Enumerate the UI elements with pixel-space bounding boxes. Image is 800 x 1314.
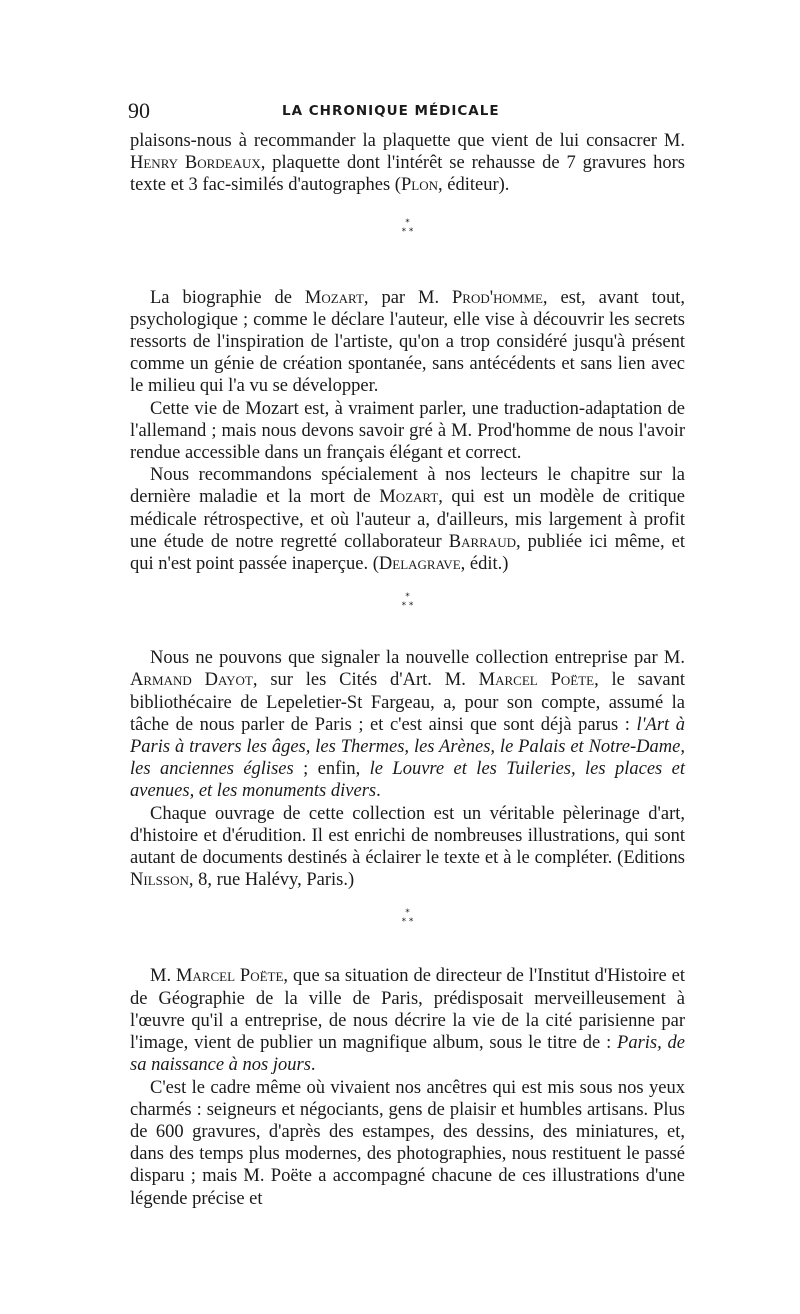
author-name: Henry Bordeaux bbox=[130, 153, 261, 174]
paragraph-poete-album: M. Marcel Poëte, que sa situation de directeur de l'Institut d'Histoire et de Géographie de la ville de Paris, prédisposait merveilleusement à l'œuvre qu'il a entreprise, de nous décrire la vie de la cité parisienne par l'image, vient de publier un magnifique album, sous le titre de : Paris, de sa naissance à nos jours. bbox=[130, 966, 685, 1076]
book-titles: l'Art à Paris à travers les âges, les Thermes, les Arènes, le Palais et Notre-Dame, les anciennes églises bbox=[130, 714, 685, 780]
paragraph-cites-art: Nous ne pouvons que signaler la nouvelle collection entreprise par M. Armand Dayot, sur les Cités d'Art. M. Marcel Poëte, le savant bibliothécaire de Lepeletier-St Fargeau, a, pour son compte, assumé la tâche de nous parler de Paris ; et c'est ainsi que sont déjà parus : l'Art à Paris à travers les âges, les Thermes, les Arènes, le Palais et Notre-Dame, les anciennes églises ; enfin, le Louvre et les Tuileries, les places et avenues, et les monuments divers. bbox=[130, 648, 686, 802]
asterism-separator: * * * bbox=[401, 217, 414, 237]
book-titles: le Louvre et les Tuileries, les places et avenues, et les monuments divers bbox=[130, 759, 686, 802]
article-body bbox=[130, 130, 685, 1210]
running-head: LA CHRONIQUE MÉDICALE bbox=[282, 103, 500, 119]
page-number: 90 bbox=[128, 98, 150, 123]
paragraph-mozart-recommendation: Nous recommandons spécialement à nos lecteurs le chapitre sur la dernière maladie et la mort de Mozart, qui est un modèle de critique médicale rétrospective, et où l'auteur a, d'ailleurs, mis largement à profit une étude de notre regretté collaborateur Barraud, publiée ici même, et qui n'est point passée inaperçue. (Delagrave, édit.) bbox=[130, 465, 685, 575]
paragraph-mozart-intro: La biographie de Mozart, par M. Prod'homme, est, avant tout, psychologique ; comme le déclare l'auteur, elle vise à découvrir les secrets ressorts de l'inspiration de l'artiste, qu'on a trop considéré jusqu'à présent comme un génie de création spontanée, sans antécédents et sans lien avec le milieu qui l'a vu se développer. bbox=[130, 287, 685, 397]
paragraph-poete-gravures: C'est le cadre même où vivaient nos ancêtres qui est mis sous nos yeux charmés : seigneurs et négociants, gens de plaisir et humbles artisans. Plus de 600 gravures, d'après des estampes, des dessins, des miniatures, et, dans des temps plus modernes, des photographies, nous restituent le passé disparu ; mais M. Poëte a accompagné chacune de ces illustrations d'une légende précise et bbox=[130, 1077, 685, 1209]
paragraph-collection: Chaque ouvrage de cette collection est un véritable pèlerinage d'art, d'histoire et d'érudition. Il est enrichi de nombreuses illustrations, qui sont autant de documents destinés à éclairer le texte et à le compléter. (Editions Nilsson, 8, rue Halévy, Paris.) bbox=[130, 803, 685, 891]
paragraph-continuation: plaisons-nous à recommander la plaquette que vient de lui consacrer M. Henry Bordeaux, plaquette dont l'intérêt se rehausse de 7 gravures hors texte et 3 fac-similés d'autographes (Plon, éditeur). bbox=[130, 131, 685, 196]
asterism-separator: * * * bbox=[401, 592, 414, 612]
paragraph-mozart-translation: Cette vie de Mozart est, à vraiment parler, une traduction-adaptation de l'allemand ; mais nous devons savoir gré à M. Prod'homme de nous l'avoir rendue accessible dans un français élégant et correct. bbox=[130, 398, 685, 464]
asterism-separator: * * * bbox=[401, 908, 414, 928]
album-title: Paris, de sa naissance à nos jours bbox=[130, 1033, 685, 1076]
publisher-name: Plon bbox=[400, 175, 438, 196]
